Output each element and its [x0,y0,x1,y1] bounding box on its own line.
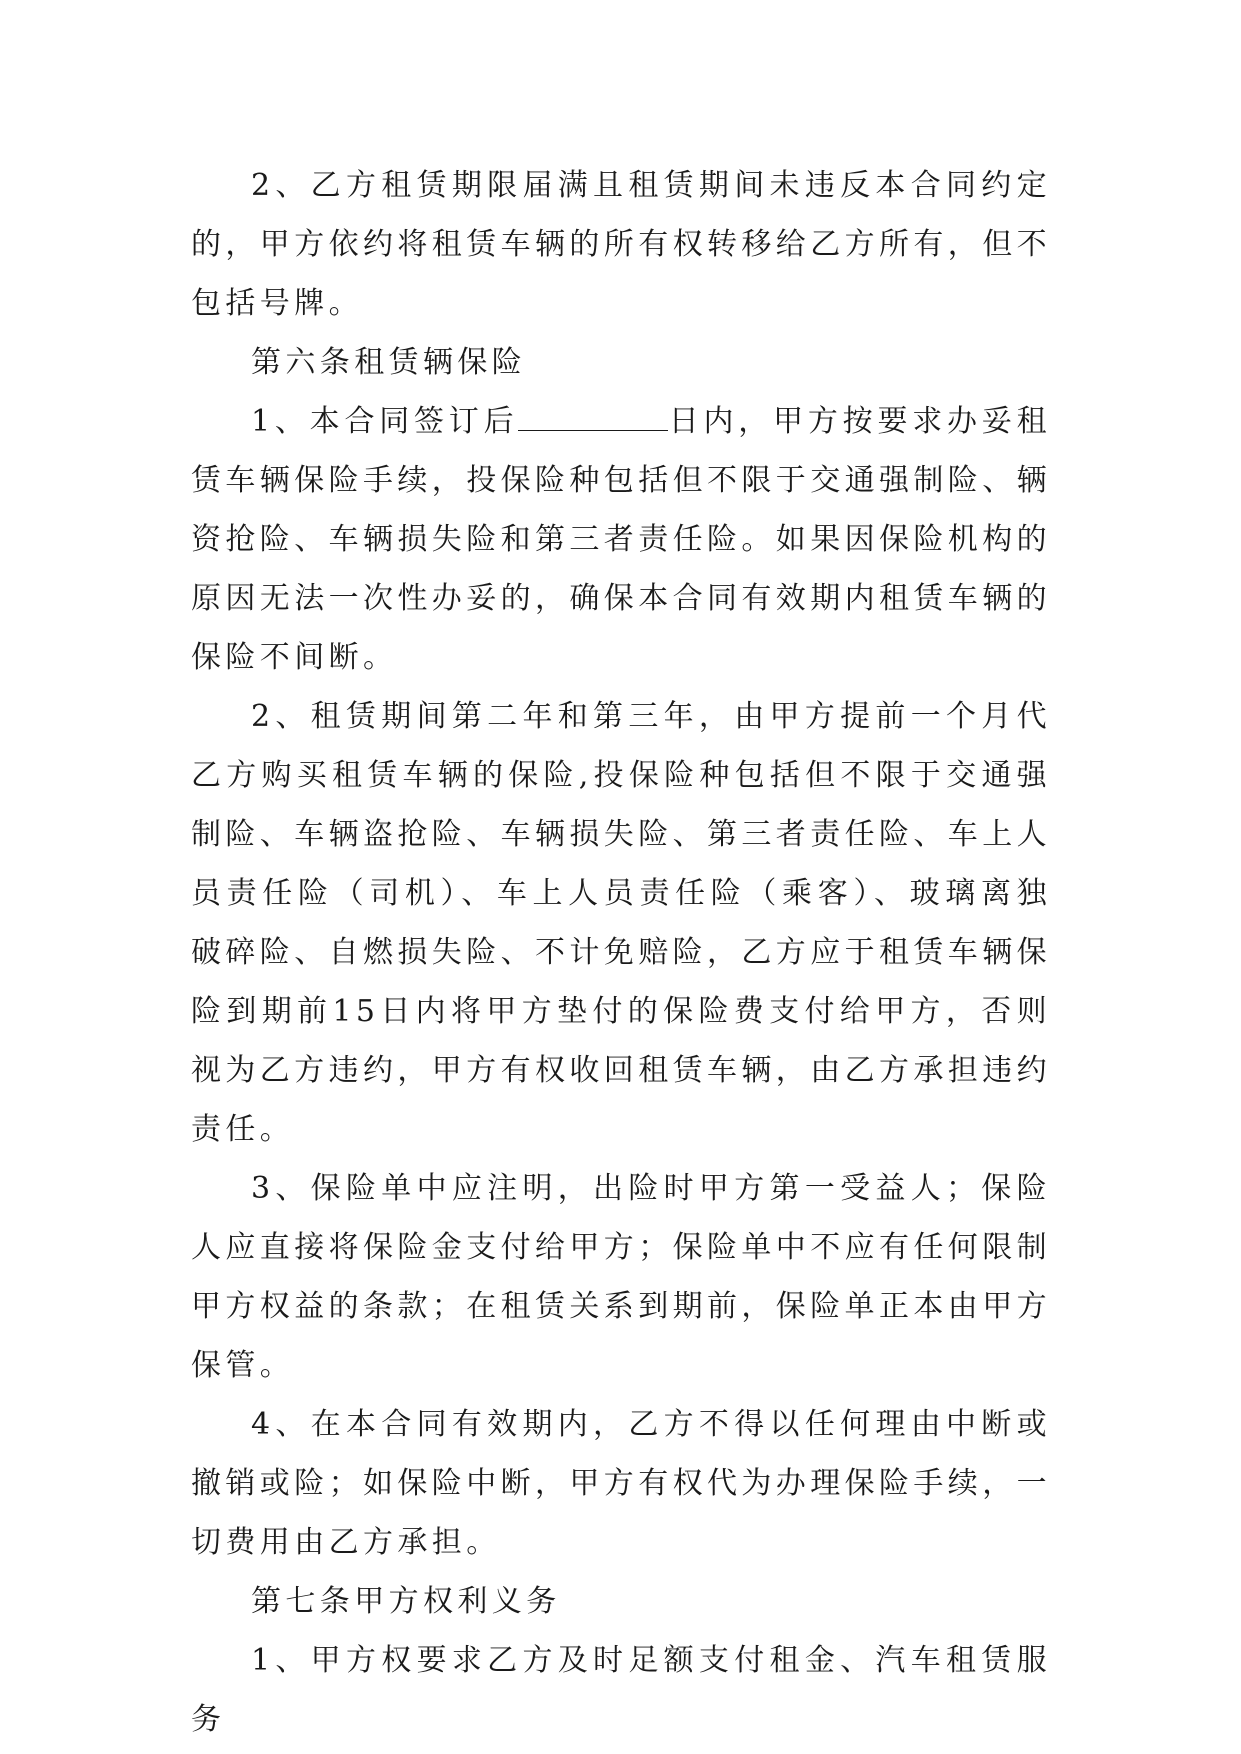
article-6-heading: 第六条租赁辆保险 [251,345,527,380]
paragraph-insurance-procedure-lead: 1、本合同签订后 [251,404,519,439]
document-body [191,156,1051,1749]
paragraph-party-a-rights: 1、甲方权要求乙方及时足额支付租金、汽车租赁服务 [191,1643,1051,1737]
paragraph-ownership-transfer: 2、乙方租赁期限届满且租赁期间未违反本合同约定的，甲方依约将租赁车辆的所有权转移给乙方所有，但不包括号牌。 [191,168,1051,321]
paragraph-insurance-second-third-year: 2、租赁期间第二年和第三年，由甲方提前一个月代乙方购买租赁车辆的保险,投保险种包括但不限于交通强制险、车辆盗抢险、车辆损失险、第三者责任险、车上人员责任险（司机）、车上人员责任险（乘客）、玻璃离独破碎险、自燃损失险、不计免赔险，乙方应于租赁车辆保险到期前15日内将甲方垫付的保险费支付给甲方，否则视为乙方违约，甲方有权收回租赁车辆，由乙方承担违约责任。 [191,699,1051,1147]
paragraph-insurance-interruption: 4、在本合同有效期内，乙方不得以任何理由中断或撤销或险；如保险中断，甲方有权代为办理保险手续，一切费用由乙方承担。 [191,1407,1051,1560]
paragraph-insurance-beneficiary: 3、保险单中应注明，出险时甲方第一受益人；保险人应直接将保险金支付给甲方；保险单中不应有任何限制甲方权益的条款；在租赁关系到期前，保险单正本由甲方保管。 [191,1171,1051,1383]
paragraph-insurance-procedure-rest: 日内，甲方按要求办妥租赁车辆保险手续，投保险种包括但不限于交通强制险、辆资抢险、车辆损失险和第三者责任险。如果因保险机构的原因无法一次性办妥的，确保本合同有效期内租赁车辆的保险不间断。 [191,404,1051,675]
paragraph-insurance-procedure [191,392,1051,687]
article-7-heading: 第七条甲方权利义务 [251,1584,561,1619]
fill-in-blank-days [518,400,668,431]
